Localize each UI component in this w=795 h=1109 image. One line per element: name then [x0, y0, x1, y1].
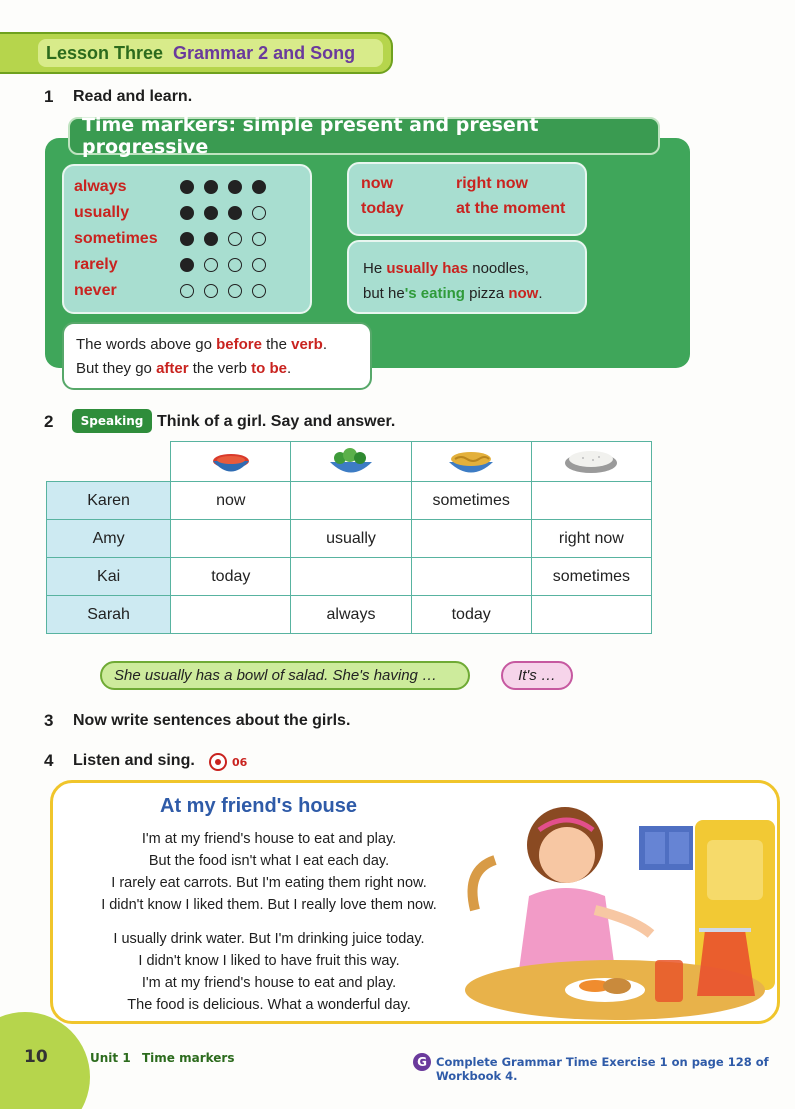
table-name-cell: Sarah — [47, 596, 171, 634]
table-cell: sometimes — [411, 482, 531, 520]
table-cell — [291, 558, 411, 596]
song-line: I usually drink water. But I'm drinking juice today. — [113, 931, 425, 947]
table-header-cell — [411, 442, 531, 482]
table-header-row — [47, 442, 652, 482]
tomato-soup-bowl-icon — [209, 448, 253, 476]
lesson-header-inner — [38, 39, 383, 67]
empty-dot-icon — [252, 284, 266, 298]
empty-dot-icon — [228, 258, 242, 272]
table-row — [47, 482, 652, 520]
empty-dot-icon — [252, 206, 266, 220]
song-line: But the food isn't what I eat each day. — [148, 853, 390, 869]
noodle-bowl-icon — [445, 447, 497, 477]
note-text: . — [322, 336, 327, 353]
note-text: . — [286, 360, 292, 377]
table — [46, 441, 652, 634]
song-line: I rarely eat carrots. But I'm eating them right now. — [111, 875, 427, 891]
time-marker: at the moment — [456, 200, 566, 217]
lesson-title: Lesson Three — [46, 42, 164, 63]
lesson-subtitle: Grammar 2 and Song — [173, 42, 356, 63]
table-cell — [531, 482, 651, 520]
example-line-1 — [363, 256, 585, 281]
empty-dot-icon — [228, 284, 242, 298]
filled-dot-icon — [228, 206, 242, 220]
exercise-3-instruction: Now write sentences about the girls. — [73, 712, 351, 729]
footer-topic: Time markers — [142, 1051, 235, 1065]
time-marker: right now — [456, 175, 528, 192]
note-highlight: to be — [251, 360, 287, 377]
frequency-row — [74, 226, 266, 252]
exercise-1-instruction: Read and learn. — [73, 88, 193, 105]
filled-dot-icon — [180, 206, 194, 220]
frequency-word: usually — [74, 204, 130, 221]
exercise-1-number: 1 — [44, 87, 54, 106]
empty-dot-icon — [204, 258, 218, 272]
note-text: the — [261, 336, 292, 353]
table-cell: sometimes — [531, 558, 651, 596]
frequency-dots — [180, 258, 266, 272]
song-line: I didn't know I liked to have fruit this way. — [138, 953, 400, 969]
grammar-note-box — [62, 322, 372, 390]
note-text: the verb — [188, 360, 252, 377]
girl-eating-illustration — [455, 800, 777, 1022]
song-title: At my friend's house — [160, 795, 358, 817]
frequency-word: rarely — [74, 256, 118, 273]
song-line: I'm at my friend's house to eat and play. — [141, 831, 397, 847]
table-name-cell: Amy — [47, 520, 171, 558]
exercise-2-number: 2 — [44, 412, 54, 431]
example-text: He — [363, 260, 387, 277]
grammar-time-badge: G — [413, 1053, 431, 1071]
example-highlight: 's eating — [404, 285, 465, 302]
example-highlight: usually — [386, 260, 439, 277]
note-line-1 — [76, 333, 370, 357]
song-line: The food is delicious. What a wonderful day. — [127, 997, 411, 1013]
note-highlight: verb — [291, 336, 323, 353]
frequency-row — [74, 252, 266, 278]
frequency-dots — [180, 180, 266, 194]
table-cell: usually — [291, 520, 411, 558]
example-line-2 — [363, 281, 585, 306]
exercise-2-instruction: Think of a girl. Say and answer. — [157, 413, 396, 430]
frequency-dots — [180, 232, 266, 246]
filled-dot-icon — [204, 206, 218, 220]
footer-unit: Unit 1 — [90, 1051, 131, 1065]
note-highlight: before — [216, 336, 262, 353]
song-line: I didn't know I liked them. But I really love them now. — [101, 897, 437, 913]
frequency-row — [74, 200, 266, 226]
filled-dot-icon — [180, 180, 194, 194]
filled-dot-icon — [180, 232, 194, 246]
song-line: I'm at my friend's house to eat and play. — [141, 975, 397, 991]
table-row — [47, 558, 652, 596]
empty-dot-icon — [252, 232, 266, 246]
table-cell — [411, 520, 531, 558]
present-progressive-markers-box — [347, 162, 587, 236]
filled-dot-icon — [228, 180, 242, 194]
note-text: But they go — [76, 360, 157, 377]
table-cell — [171, 520, 291, 558]
salad-bowl-icon — [326, 447, 376, 477]
exercise-3-number: 3 — [44, 711, 54, 730]
exercise-4-number: 4 — [44, 751, 54, 770]
lesson-header — [0, 32, 393, 74]
table-cell: right now — [531, 520, 651, 558]
grammar-box-title: Time markers: simple present and present progressive — [68, 117, 660, 155]
example-text: . — [538, 285, 543, 302]
note-line-2 — [76, 357, 370, 381]
table-row — [47, 520, 652, 558]
example-text: pizza — [464, 285, 509, 302]
exercise-4-instruction: Listen and sing. — [73, 752, 195, 769]
table-header-cell — [291, 442, 411, 482]
table-cell: today — [171, 558, 291, 596]
note-highlight: after — [156, 360, 189, 377]
frequency-row — [74, 174, 266, 200]
table-cell: always — [291, 596, 411, 634]
example-text: noodles, — [468, 260, 529, 277]
filled-dot-icon — [204, 232, 218, 246]
frequency-row — [74, 278, 266, 304]
note-text: The words above go — [76, 336, 217, 353]
rice-bowl-icon — [563, 447, 619, 477]
time-marker: now — [361, 175, 393, 192]
table-cell — [531, 596, 651, 634]
filled-dot-icon — [180, 258, 194, 272]
frequency-adverbs-box — [62, 164, 312, 314]
frequency-dots — [180, 284, 266, 298]
empty-dot-icon — [252, 258, 266, 272]
table-row — [47, 596, 652, 634]
frequency-word: sometimes — [74, 230, 158, 247]
filled-dot-icon — [252, 180, 266, 194]
page-number: 10 — [24, 1047, 48, 1067]
audio-disc-icon[interactable] — [208, 752, 228, 772]
time-marker: today — [361, 200, 404, 217]
table-corner — [47, 442, 171, 482]
frequency-dots — [180, 206, 266, 220]
example-text: but he — [363, 285, 405, 302]
empty-dot-icon — [204, 284, 218, 298]
table-cell: now — [171, 482, 291, 520]
food-frequency-table — [46, 441, 652, 631]
table-cell — [171, 596, 291, 634]
filled-dot-icon — [204, 180, 218, 194]
table-header-cell — [171, 442, 291, 482]
table-cell — [411, 558, 531, 596]
empty-dot-icon — [228, 232, 242, 246]
speech-bubble-answer: It's … — [501, 661, 573, 690]
example-highlight: now — [508, 285, 539, 302]
table-name-cell: Kai — [47, 558, 171, 596]
speaking-badge: Speaking — [72, 409, 152, 433]
workbook-reference: Complete Grammar Time Exercise 1 on page 128 of Workbook 4. — [436, 1055, 769, 1083]
empty-dot-icon — [180, 284, 194, 298]
example-sentence-box — [347, 240, 587, 314]
table-name-cell: Karen — [47, 482, 171, 520]
table-cell — [291, 482, 411, 520]
audio-track-number: 06 — [232, 756, 248, 769]
table-cell: today — [411, 596, 531, 634]
frequency-word: never — [74, 282, 117, 299]
table-header-cell — [531, 442, 651, 482]
example-highlight: has — [442, 260, 469, 277]
frequency-word: always — [74, 178, 127, 195]
speech-bubble-question: She usually has a bowl of salad. She's having … — [100, 661, 470, 690]
